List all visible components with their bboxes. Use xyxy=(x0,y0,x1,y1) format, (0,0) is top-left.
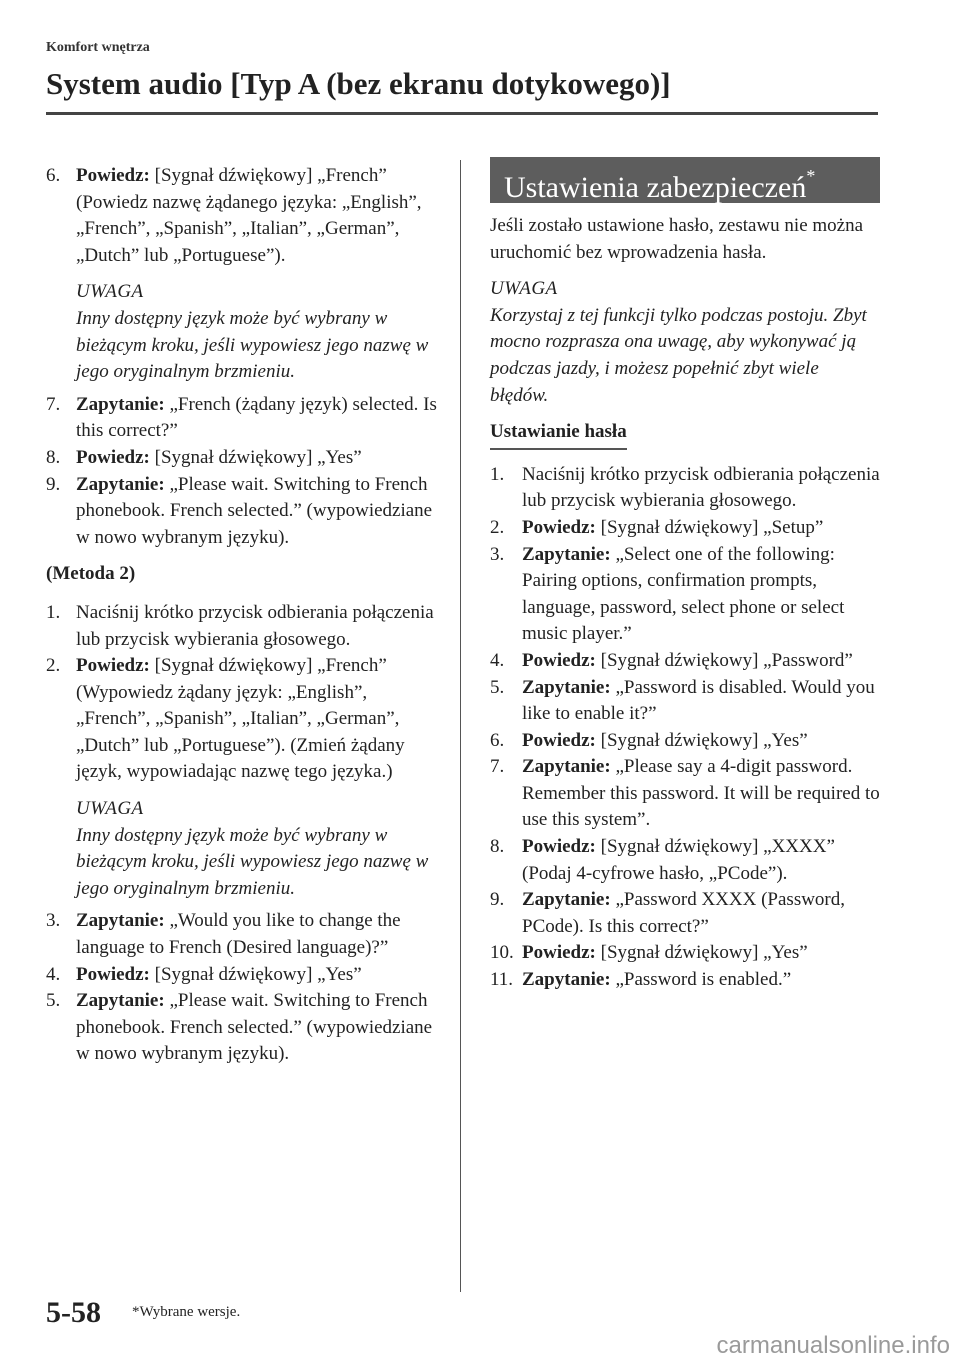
note-2 xyxy=(76,796,438,902)
method-2-heading: (Metoda 2) xyxy=(46,563,136,585)
step-8 xyxy=(46,445,438,472)
step-number: 9. xyxy=(46,473,61,495)
step-keyword: Powiedz: xyxy=(76,655,150,677)
step-text: „Select one of the following: Pairing options, confirmation prompts, language, password, select phone or select music player.” xyxy=(522,543,845,645)
step-number: 5. xyxy=(46,990,61,1012)
password-step-5 xyxy=(490,675,880,728)
step-number: 1. xyxy=(46,601,61,623)
step-number: 6. xyxy=(490,729,505,751)
step-text: [Sygnał dźwiękowy] „Yes” xyxy=(595,942,808,964)
step-keyword: Powiedz: xyxy=(76,446,150,468)
note-text: Inny dostępny język może być wybrany w bieżącym kroku, jeśli wypowiesz jego nazwę w jego oryginalnym brzmieniu. xyxy=(76,307,429,383)
footnote: *Wybrane wersje. xyxy=(132,1304,241,1320)
optional-marker: * xyxy=(806,166,816,186)
step-number: 2. xyxy=(46,655,61,677)
step-text: „Please wait. Switching to French phonebook. French selected.” (wypowiedziane w nowo wybranym języku). xyxy=(76,473,433,548)
step-keyword: Powiedz: xyxy=(522,729,596,751)
step-keyword: Powiedz: xyxy=(522,649,596,671)
note-title: UWAGA xyxy=(76,281,144,303)
step-keyword: Zapytanie: xyxy=(522,969,611,991)
column-divider xyxy=(460,160,461,1292)
step-number: 5. xyxy=(490,676,505,698)
step-text: [Sygnał dźwiękowy] „Yes” xyxy=(149,963,362,985)
step-number: 6. xyxy=(46,165,61,186)
step-keyword: Powiedz: xyxy=(522,942,596,964)
step-keyword: Powiedz: xyxy=(522,516,596,538)
step-number: 1. xyxy=(490,463,505,485)
note-title: UWAGA xyxy=(76,798,144,820)
note-text: Inny dostępny język może być wybrany w bieżącym kroku, jeśli wypowiesz jego nazwę w jego oryginalnym brzmieniu. xyxy=(76,824,429,899)
step-keyword: Powiedz: xyxy=(76,963,150,985)
section-title: Ustawienia zabezpieczeń xyxy=(504,171,807,204)
step-keyword: Zapytanie: xyxy=(522,676,611,698)
step-number: 3. xyxy=(490,543,505,565)
step-keyword: Zapytanie: xyxy=(522,756,611,778)
password-step-7 xyxy=(490,754,880,834)
password-step-2 xyxy=(490,515,880,542)
step-text: „Please say a 4-digit password. Remember this password. It will be required to use this system”. xyxy=(522,756,880,831)
step-text: [Sygnał dźwiękowy] „XXXX” (Podaj 4-cyfrowe hasło, „PCode”). xyxy=(522,836,835,884)
intro-paragraph: Jeśli zostało ustawione hasło, zestawu nie można uruchomić bez wprowadzenia hasła. xyxy=(490,215,864,263)
step-keyword: Zapytanie: xyxy=(76,990,165,1012)
right-column xyxy=(490,163,880,994)
step-number: 8. xyxy=(46,446,61,468)
password-step-11 xyxy=(490,967,880,994)
method2-step-1 xyxy=(46,600,438,653)
password-step-9 xyxy=(490,887,880,940)
subheading xyxy=(490,419,880,450)
step-keyword: Powiedz: xyxy=(522,836,596,858)
step-text: „Would you like to change the language to French (Desired language)?” xyxy=(76,910,401,959)
note-text: Korzystaj z tej funkcji tylko podczas postoju. Zbyt mocno rozprasza ona uwagę, aby wykonywać ją podczas jazdy, i możesz popełnić zbyt wiele błędów. xyxy=(490,304,867,406)
step-6 xyxy=(46,163,438,269)
step-number: 11. xyxy=(490,969,514,991)
page-title: System audio [Typ A (bez ekranu dotykowego)] xyxy=(46,66,671,101)
password-step-6 xyxy=(490,728,880,755)
step-keyword: Zapytanie: xyxy=(76,473,165,495)
step-number: 10. xyxy=(490,942,514,964)
method2-step-5 xyxy=(46,988,438,1068)
method2-step-2 xyxy=(46,653,438,786)
password-step-10 xyxy=(490,940,880,967)
method2-step-3 xyxy=(46,908,438,961)
step-text: „French (żądany język) selected. Is this correct?” xyxy=(76,393,437,442)
step-text: [Sygnał dźwiękowy] „Password” xyxy=(595,649,853,671)
step-text: „Password is enabled.” xyxy=(610,969,792,991)
page-number: 5-58 xyxy=(46,1296,101,1329)
step-number: 9. xyxy=(490,889,505,911)
step-number: 8. xyxy=(490,836,505,858)
password-step-3 xyxy=(490,542,880,648)
step-keyword: Zapytanie: xyxy=(522,889,611,911)
subheading-text: Ustawianie hasła xyxy=(490,419,627,450)
note-3 xyxy=(490,276,880,409)
step-text: [Sygnał dźwiękowy] „Yes” xyxy=(595,729,808,751)
step-7 xyxy=(46,392,438,445)
note-1 xyxy=(76,279,438,385)
step-number: 4. xyxy=(46,963,61,985)
step-text: [Sygnał dźwiękowy] „Yes” xyxy=(149,446,362,468)
step-keyword: Zapytanie: xyxy=(522,543,611,565)
step-text: Naciśnij krótko przycisk odbierania połączenia lub przycisk wybierania głosowego. xyxy=(522,463,880,512)
step-number: 7. xyxy=(490,756,505,778)
step-number: 4. xyxy=(490,649,505,671)
step-text: [Sygnał dźwiękowy] „French” (Powiedz nazwę żądanego języka: „English”, „French”, „Spanish”, „Italian”, „German”, „Dutch” lub „Portuguese”). xyxy=(76,165,422,266)
breadcrumb: Komfort wnętrza xyxy=(46,40,150,55)
step-text: Naciśnij krótko przycisk odbierania połączenia lub przycisk wybierania głosowego. xyxy=(76,601,434,650)
title-rule xyxy=(46,112,878,115)
step-number: 3. xyxy=(46,910,61,932)
step-text: [Sygnał dźwiękowy] „French” (Wypowiedz żądany język: „English”, „French”, „Spanish”, „Italian”, „German”, „Dutch” lub „Portuguese”). (Zmień żądany język, wypowiadając nazwę tego języka.) xyxy=(76,655,405,783)
step-keyword: Zapytanie: xyxy=(76,910,165,932)
method2-step-4 xyxy=(46,962,438,989)
password-step-8 xyxy=(490,834,880,887)
step-text: [Sygnał dźwiękowy] „Setup” xyxy=(595,516,824,538)
step-keyword: Zapytanie: xyxy=(76,393,165,415)
step-text: „Password XXXX (Password, PCode). Is this correct?” xyxy=(522,889,846,937)
step-number: 2. xyxy=(490,516,505,538)
section-banner xyxy=(490,157,880,203)
step-number: 7. xyxy=(46,393,61,415)
note-title: UWAGA xyxy=(490,278,558,300)
left-column xyxy=(46,163,438,1068)
watermark: carmanualsonline.info xyxy=(716,1332,950,1359)
password-step-1 xyxy=(490,462,880,515)
step-keyword: Powiedz: xyxy=(76,165,150,186)
step-text: „Password is disabled. Would you like to enable it?” xyxy=(522,676,875,725)
step-9 xyxy=(46,472,438,552)
step-text: „Please wait. Switching to French phonebook. French selected.” (wypowiedziane w nowo wybranym języku). xyxy=(76,990,433,1065)
password-step-4 xyxy=(490,648,880,675)
